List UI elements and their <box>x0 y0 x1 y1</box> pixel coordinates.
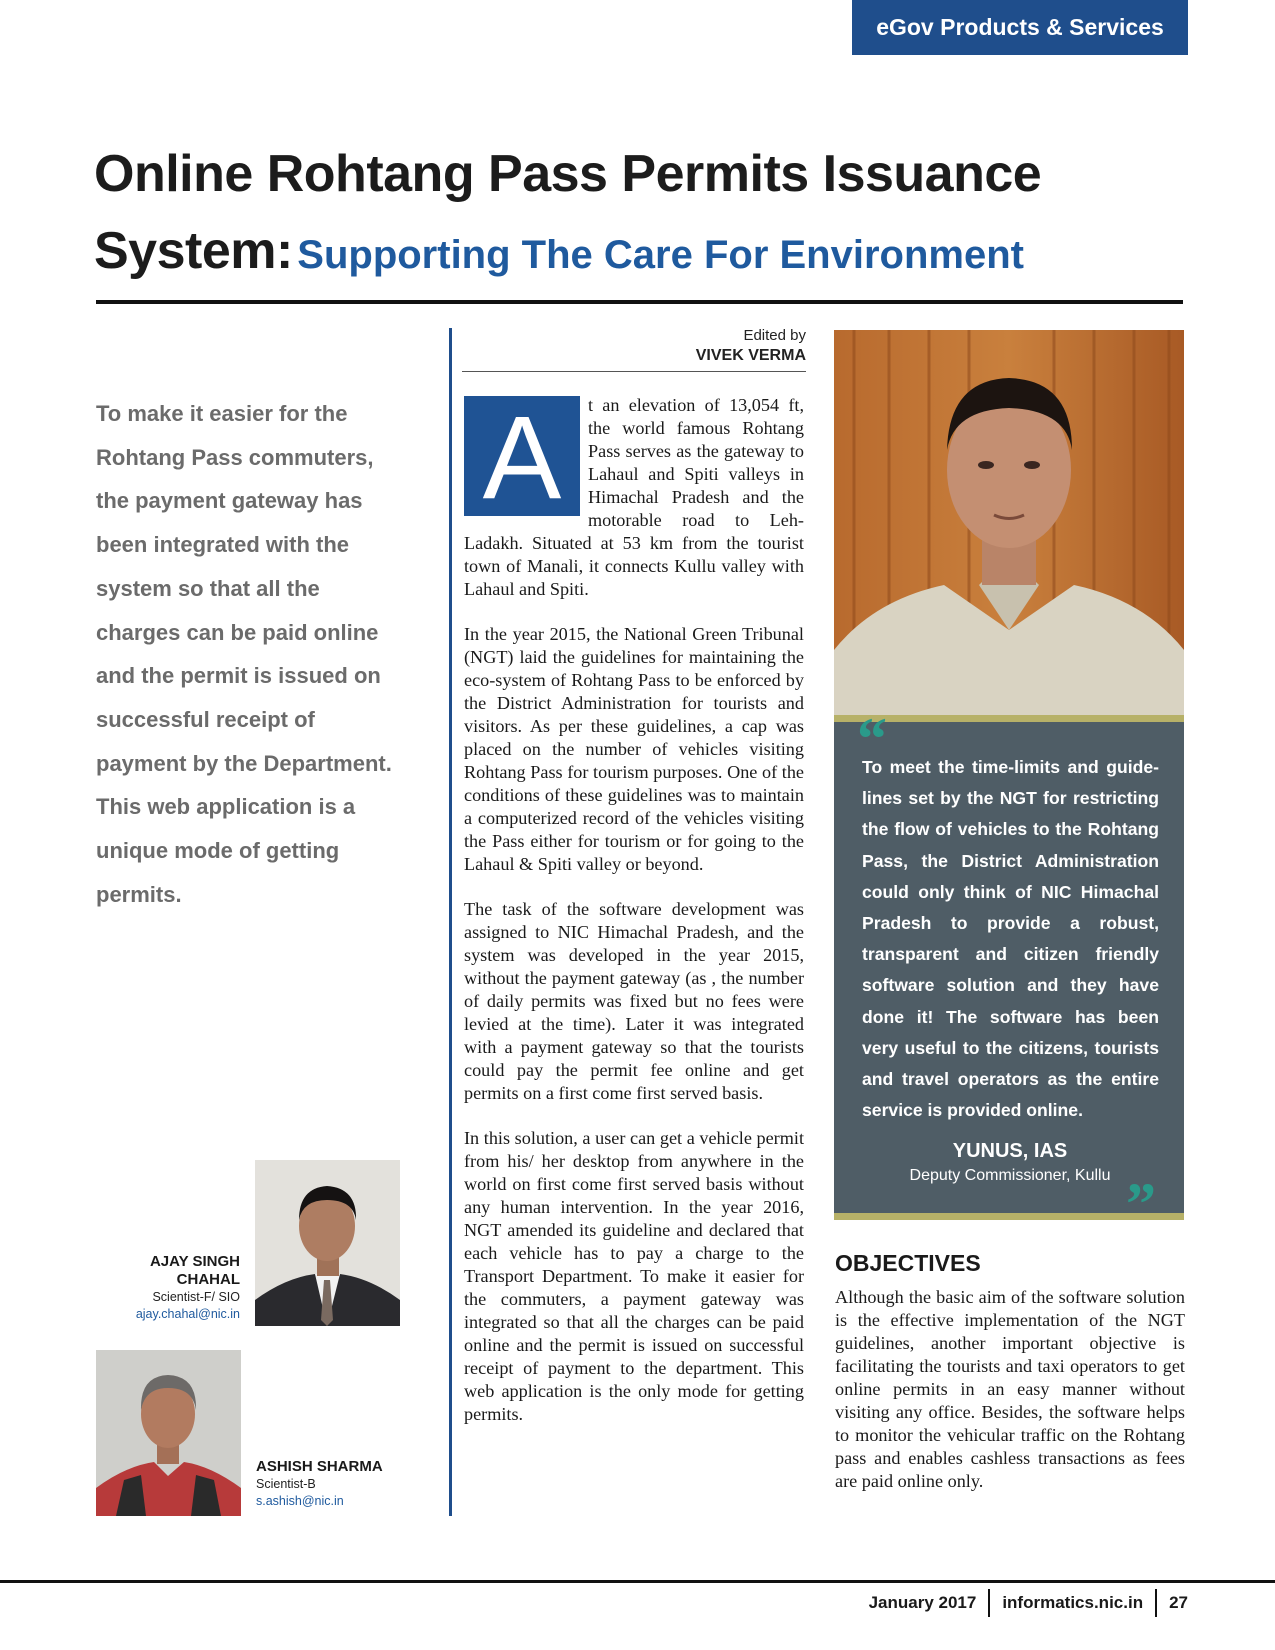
footer-rule <box>0 1580 1275 1583</box>
paragraph-1 <box>464 394 804 601</box>
author-name: ASHISH SHARMA <box>256 1458 383 1475</box>
section-tag: eGov Products & Services <box>852 0 1188 55</box>
edited-by <box>460 326 806 366</box>
page-footer <box>700 1588 1188 1618</box>
footer-site[interactable]: informatics.nic.in <box>1002 1593 1144 1612</box>
author-role: Scientist-B <box>256 1477 316 1491</box>
author-name: AJAY SINGH <box>149 1253 240 1270</box>
author-photo-ashish <box>96 1350 241 1516</box>
author-ajay <box>110 1253 240 1323</box>
paragraph-4: In this solution, a user can get a vehicle permit from his/ her desktop from anywhere in the world on first come first served basis without any human intervention. In the year 2016, NGT amended its guideline and declared that each vehicle has to pay a charge to the Transport Department. To make it easier for the commuters, a payment gateway was integrated so that all the charges can be paid online and the permit is issued on successful receipt of payment to the department. This web application is the only mode for getting permits. <box>464 1128 804 1424</box>
editor-name: VIVEK VERMA <box>695 347 806 364</box>
article-title <box>94 142 1194 296</box>
quote-close-icon: ” <box>1126 1171 1156 1237</box>
author-name-line2: CHAHAL <box>176 1271 240 1288</box>
quote-text: To meet the time-limits and guide-lines set by the NGT for restricting the flow of vehicles to the Rohtang Pass, the District Administration could only think of NIC Himachal Pradesh to provide a robust, transparent and citizen friendly software solution and they have done it! The software has been very useful to the citizens, tourists and travel operators as the entire service is provided online. <box>862 757 1159 1121</box>
author-email[interactable]: ajay.chahal@nic.in <box>135 1307 240 1321</box>
paragraph-1-text: t an elevation of 13,054 ft, the world famous Rohtang Pass serves as the gateway to Lahaul and Spiti valleys in Himachal Pradesh and the motorable road to Leh-Ladakh. Situated at 53 km from the tourist town of Manali, it connects Kullu valley with Lahaul and Spiti. <box>464 395 804 599</box>
footer-separator <box>988 1589 990 1617</box>
footer-date: January 2017 <box>868 1593 977 1612</box>
portrait-photo <box>834 330 1184 715</box>
quote-author-role: Deputy Commissioner, Kullu <box>909 1167 1111 1184</box>
edited-rule <box>462 371 806 372</box>
author-ashish <box>256 1458 436 1510</box>
title-main: Online Rohtang Pass Permits Issuance System: <box>94 145 1042 280</box>
author-email[interactable]: s.ashish@nic.in <box>256 1494 344 1508</box>
column-divider <box>449 328 452 1516</box>
title-subtitle: Supporting The Care For Environment <box>297 233 1024 277</box>
paragraph-3: The task of the software development was assigned to NIC Himachal Pradesh, and the system was developed in the year 2015, without the payment gateway (as , the number of daily permits was fixed but no fees were levied at the time). Later it was integrated with a payment gateway so that the tourists could pay the permit fee online and get permits on a first come first served basis. <box>464 899 804 1103</box>
author-role: Scientist-F/ SIO <box>152 1290 240 1304</box>
author-photo-ajay <box>255 1160 400 1326</box>
quote-open-icon: “ <box>857 706 887 772</box>
footer-separator <box>1155 1589 1157 1617</box>
page-number: 27 <box>1169 1593 1188 1612</box>
drop-cap: A <box>464 396 580 516</box>
pull-quote: To make it easier for the Rohtang Pass commuters, the payment gateway has been integrated with the system so that all the charges can be paid online and the permit is issued on successful receipt of payment by the Department. This web application is a unique mode of getting permits. <box>96 401 392 907</box>
objectives-text: Although the basic aim of the software solution is the effective implementation of the NGT guidelines, another important objective is facilitating the tourists and taxi operators to get online permits in an easy manner without visiting any office. Besides, the software helps to monitor the vehicular traffic on the Rohtang pass and enables cashless transactions as fees are paid online only. <box>835 1287 1185 1491</box>
paragraph-2: In the year 2015, the National Green Tribunal (NGT) laid the guidelines for maintaining the eco-system of Rohtang Pass to be enforced by the District Administration for tourists and visitors. As per these guidelines, a cap was placed on the number of vehicles visiting Rohtang Pass for tourism purposes. One of the conditions of these guidelines was to maintain a computerized record of the vehicles visiting the Pass either for tourism or for going to the Lahaul & Spiti valley or beyond. <box>464 624 804 874</box>
title-rule <box>96 300 1183 304</box>
article-body <box>464 394 804 1448</box>
quote-author: YUNUS, IAS <box>952 1140 1068 1162</box>
objectives-heading: OBJECTIVES <box>835 1250 981 1276</box>
edited-by-label: Edited by <box>743 327 806 344</box>
